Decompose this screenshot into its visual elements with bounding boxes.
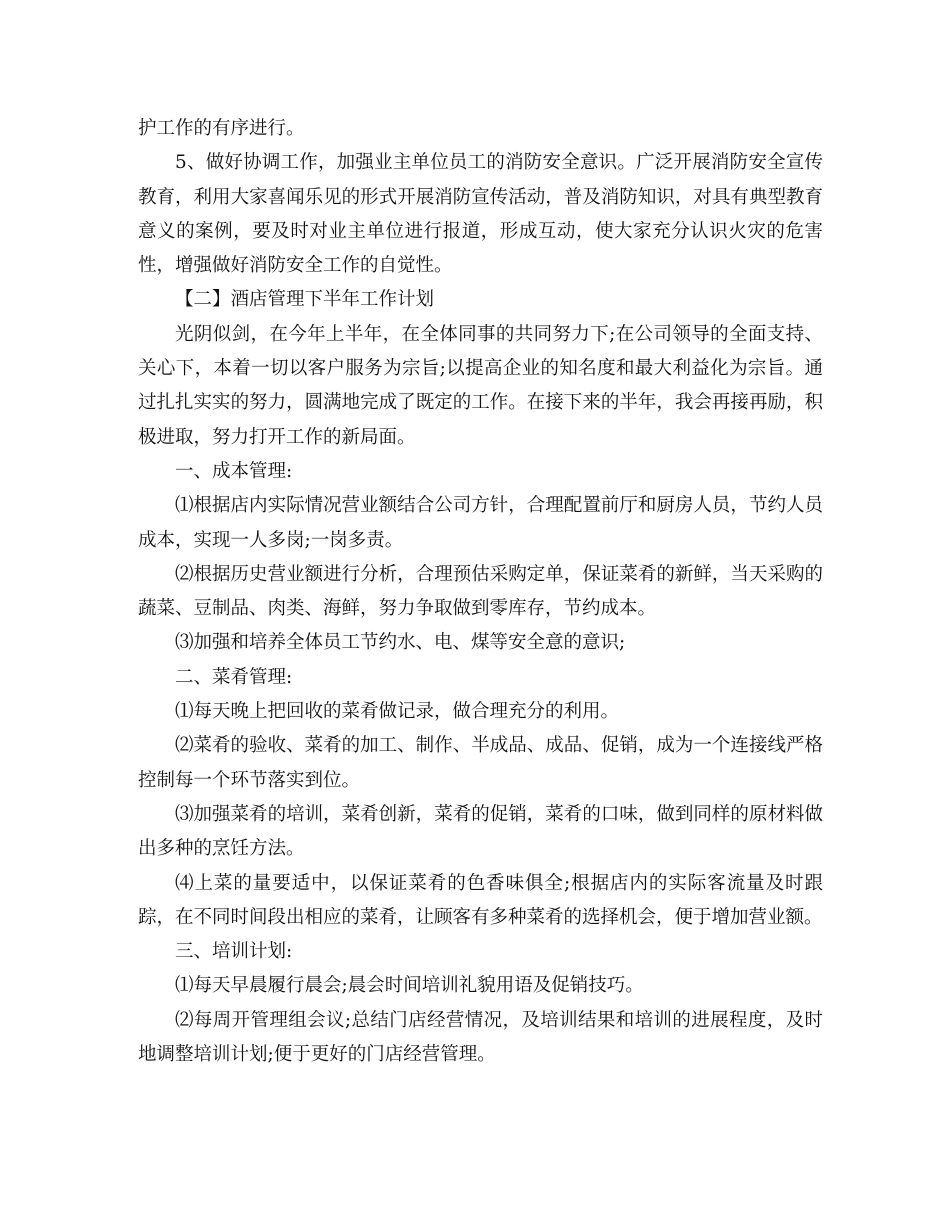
dish-item-1: ⑴每天晚上把回收的菜肴做记录，做合理充分的利用。 (175, 701, 620, 723)
paragraph-item-5: 5、做好协调工作，加强业主单位员工的消防安全意识。广泛开展消防安全宣传教育，利用大家喜闻乐见的形式开展消防宣传活动，普及消防知识，对具有典型教育意义的案例，要及时对业主单位进行报道，形成互动，使大家充分认识火灾的危害性，增强做好消防安全工作的自觉性。 (138, 152, 823, 277)
cost-item-1: ⑴根据店内实际情况营业额结合公司方针，合理配置前厅和厨房人员，节约人员成本，实现一人多岗;一岗多责。 (138, 495, 823, 551)
cost-item-2: ⑵根据历史营业额进行分析，合理预估采购定单，保证菜肴的新鲜，当天采购的蔬菜、豆制品、肉类、海鲜，努力争取做到零库存，节约成本。 (138, 563, 823, 620)
dish-item-4: ⑷上菜的量要适中，以保证菜肴的色香味俱全;根据店内的实际客流量及时跟踪，在不同时间段出相应的菜肴，让顾客有多种菜肴的选择机会，便于增加营业额。 (138, 872, 823, 928)
paragraph-intro: 光阴似剑，在今年上半年，在全体同事的共同努力下;在公司领导的全面支持、关心下，本着一切以客户服务为宗旨;以提高企业的知名度和最大利益化为宗旨。通过扎扎实实的努力，圆满地完成了既定的工作。在接下来的半年，我会再接再励，积极进取，努力打开工作的新局面。 (138, 323, 823, 448)
subheading-dish-management: 二、菜肴管理: (175, 666, 293, 688)
paragraph-continuation: 护工作的有序进行。 (138, 118, 305, 139)
cost-item-3: ⑶加强和培养全体员工节约水、电、煤等安全意的意识; (175, 632, 626, 654)
training-item-2: ⑵每周开管理组会议;总结门店经营情况，及培训结果和培训的进展程度，及时地调整培训计划;便于更好的门店经营管理。 (138, 1009, 823, 1066)
subheading-training-plan: 三、培训计划: (175, 941, 293, 963)
subheading-cost-management: 一、成本管理: (175, 460, 293, 482)
dish-item-2: ⑵菜肴的验收、菜肴的加工、制作、半成品、成品、促销，成为一个连接线严格控制每一个环节落实到位。 (138, 735, 823, 791)
document-body (138, 112, 823, 1072)
section-heading-2: 【二】酒店管理下半年工作计划 (175, 289, 435, 311)
dish-item-3: ⑶加强菜肴的培训，菜肴创新，菜肴的促销，菜肴的口味，做到同样的原材料做出多种的烹饪方法。 (138, 803, 823, 860)
training-item-1: ⑴每天早晨履行晨会;晨会时间培训礼貌用语及促销技巧。 (175, 975, 644, 997)
